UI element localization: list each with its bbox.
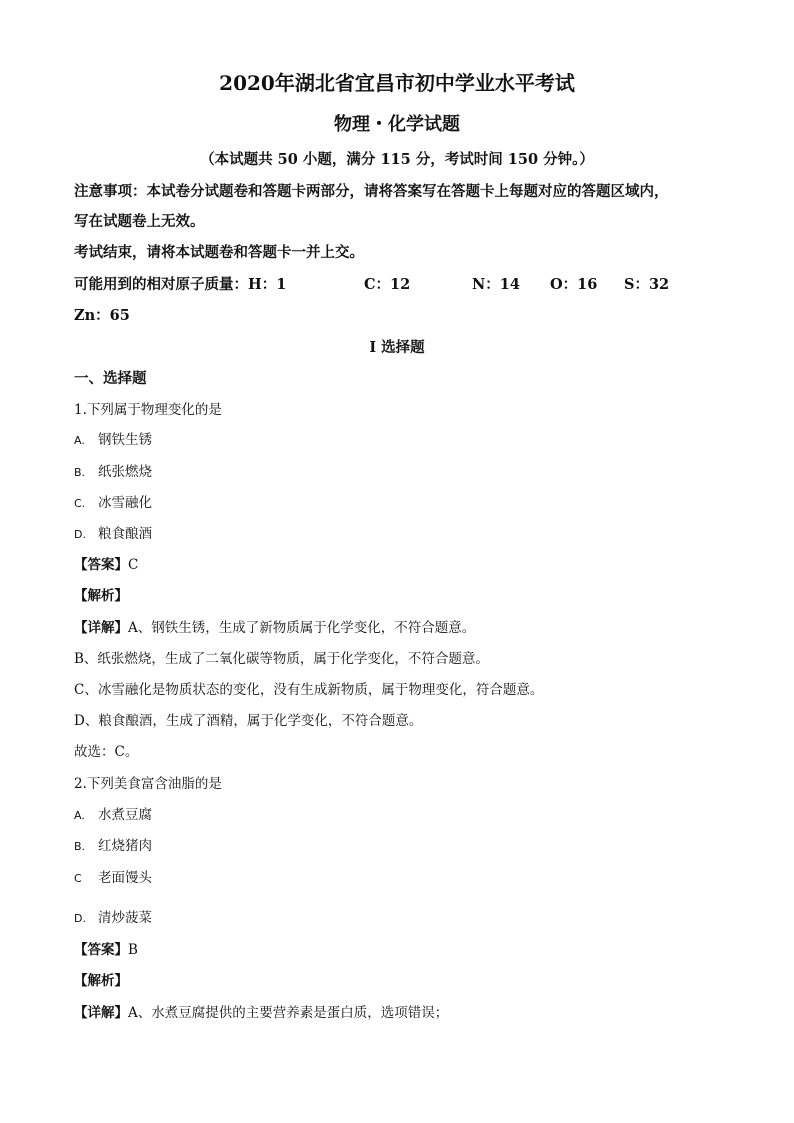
atomic-mass-row	[74, 275, 714, 295]
q2-option-b-letter: B.	[74, 840, 86, 853]
q1-analysis	[74, 586, 128, 606]
q1-detail-d: D、粮食酿酒，生成了酒精，属于化学变化，不符合题意。	[74, 713, 423, 729]
notes-line-2: 写在试题卷上无效。	[74, 213, 205, 230]
q1-detail-a-text: A、钢铁生锈，生成了新物质属于化学变化，不符合题意。	[128, 620, 476, 636]
q1-option-a-text: 钢铁生锈	[98, 432, 152, 448]
q1-option-a	[74, 430, 152, 451]
q2-analysis	[74, 971, 128, 991]
q1-detail-tag: 【详解】	[74, 620, 128, 636]
atomic-mass-s: S：32	[624, 276, 670, 293]
section-heading: 一、选择题	[74, 370, 147, 387]
q1-option-c	[74, 493, 152, 514]
q2-answer-value: B	[128, 942, 138, 958]
atomic-mass-o: O：16	[550, 276, 598, 293]
page-subtitle: 物理・化学试题	[334, 114, 460, 135]
q2-option-c	[74, 868, 152, 889]
q1-option-b-text: 纸张燃烧	[98, 464, 152, 480]
q2-stem: 2.下列美食富含油脂的是	[74, 776, 222, 792]
atomic-mass-zn: Zn：65	[74, 307, 130, 324]
q2-detail-a	[74, 1003, 448, 1023]
q1-option-b	[74, 462, 152, 483]
q1-answer	[74, 555, 138, 575]
q2-option-a-text: 水煮豆腐	[98, 807, 152, 823]
q2-option-a-letter: A.	[74, 809, 85, 822]
q1-detail-a	[74, 618, 475, 638]
q1-detail-b: B、纸张燃烧，生成了二氧化碳等物质，属于化学变化，不符合题意。	[74, 651, 489, 667]
q2-option-a	[74, 805, 152, 826]
q2-option-d-letter: D.	[74, 912, 86, 925]
q2-option-b-text: 红烧猪肉	[98, 838, 152, 854]
atomic-mass-n: N：14	[472, 276, 520, 293]
q2-option-c-text: 老面馒头	[98, 870, 152, 886]
q2-answer-tag: 【答案】	[74, 942, 128, 958]
q2-detail-tag: 【详解】	[74, 1005, 128, 1021]
q1-detail-c: C、冰雪融化是物质状态的变化，没有生成新物质，属于物理变化，符合题意。	[74, 682, 544, 698]
q2-option-d-text: 清炒菠菜	[98, 910, 152, 926]
atomic-mass-label: 可能用到的相对原子质量：H：1	[74, 276, 287, 293]
q1-answer-tag: 【答案】	[74, 557, 128, 573]
q1-option-c-text: 冰雪融化	[98, 495, 152, 511]
q2-option-b	[74, 836, 152, 857]
q1-stem: 1.下列属于物理变化的是	[74, 402, 222, 418]
q1-option-a-letter: A.	[74, 434, 85, 447]
q1-analysis-tag: 【解析】	[74, 588, 128, 604]
q1-option-d	[74, 524, 152, 545]
q2-option-c-letter: C	[74, 872, 82, 885]
page-title: 2020年湖北省宜昌市初中学业水平考试	[219, 71, 575, 95]
q1-option-d-letter: D.	[74, 528, 86, 541]
q1-option-b-letter: B.	[74, 466, 86, 479]
q2-option-d	[74, 908, 152, 929]
part-heading: I 选择题	[369, 339, 425, 356]
q1-conclusion: 故选：C。	[74, 744, 139, 760]
q2-detail-a-text: A、水煮豆腐提供的主要营养素是蛋白质，选项错误；	[128, 1005, 449, 1021]
q1-option-d-text: 粮食酿酒	[98, 526, 152, 542]
exam-info: （本试题共 50 小题，满分 115 分，考试时间 150 分钟。）	[200, 151, 594, 168]
q2-answer	[74, 940, 138, 960]
q1-answer-value: C	[128, 557, 139, 573]
q2-analysis-tag: 【解析】	[74, 973, 128, 989]
atomic-mass-c: C：12	[364, 276, 411, 293]
notes-line-1: 注意事项：本试卷分试题卷和答题卡两部分，请将答案写在答题卡上每题对应的答题区域内，	[74, 183, 669, 200]
q1-option-c-letter: C.	[74, 497, 86, 510]
notes-line-3: 考试结束，请将本试题卷和答题卡一并上交。	[74, 244, 364, 261]
